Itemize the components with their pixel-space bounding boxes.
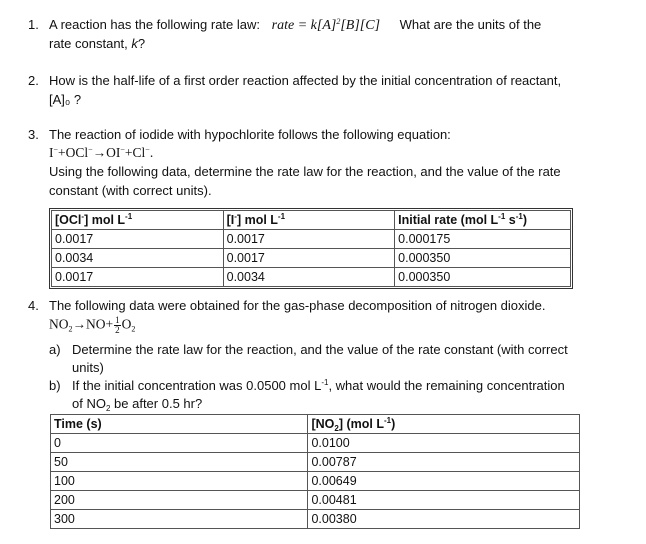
q1-question-cont [49,36,145,51]
q4-b-cont-sub: 2 [105,404,111,413]
q3-eq-iodide: I [49,145,54,160]
q4-table-header-row [51,415,580,434]
table-cell: 0.0034 [52,249,224,268]
q3-header-rate [395,211,571,230]
q3-instr1: Using the following data, determine the rate law for the reaction, and the value of the rate [49,164,561,179]
q4-data-table [50,414,580,529]
q2-cont: [A]₀ ? [49,92,82,107]
table-cell: 0.0100 [308,434,580,453]
q3-data-table [51,210,571,287]
q3-h2-post: ) [522,213,528,227]
q1-k: k [310,18,317,33]
q3-eq-charge3: − [120,145,125,154]
q4-hc-post: ) [391,417,396,431]
q1-number: 1. [28,17,39,32]
q1-intro: A reaction has the following rate law: [49,17,261,32]
table-cell: 200 [51,491,308,510]
q1-C: [C] [359,18,381,33]
table-row [52,268,571,287]
q4-b-pre: If the initial concentration was 0.0500 mol L [72,378,322,393]
table-cell: 0.000350 [395,268,571,287]
table-cell: 0.00649 [308,472,580,491]
table-row [51,510,580,529]
q4-eq-num: 1 [115,315,120,325]
q4-eq-den: 2 [115,325,120,335]
q4-hc-pre: [NO [311,417,335,431]
q3-h0-mid: ] mol L [84,213,126,227]
table-row [52,249,571,268]
q4-header-conc [308,415,580,434]
q4-eq-no2: NO [49,316,69,332]
q3-h2-sup2: -1 [515,212,523,221]
q4-number: 4. [28,298,39,313]
q4-eq-o-sub: 2 [131,324,136,334]
q4-hc-mid: ] (mol L [338,417,384,431]
table-cell: 0.000350 [395,249,571,268]
table-cell: 0.0017 [223,230,395,249]
q3-eq-charge2: − [88,145,93,154]
q3-h1-sup1: - [234,212,237,221]
q4-hc-sub: 2 [334,424,339,433]
q3-header-ocl [52,211,224,230]
q4-a-cont: units) [72,360,104,375]
q1-equals: = [294,18,311,33]
q3-h1-mid: ] mol L [236,213,278,227]
q3-h0-sup1: - [81,212,85,221]
q4-text: The following data were obtained for the gas-phase decomposition of nitrogen dioxide. [49,298,546,313]
table-cell: 0.00380 [308,510,580,529]
table-cell: 0.000175 [395,230,571,249]
q3-eq-ocl: +OCl [58,145,89,160]
q4-eq-no2-sub: 2 [68,324,73,334]
q3-h2-mid: s [505,213,516,227]
q3-h1-pre: [I [226,213,235,227]
q1-line [49,17,541,34]
q4-hc-sup: -1 [383,416,392,425]
q3-h2-sup1: -1 [498,212,506,221]
q1-B: [B] [340,18,360,33]
q4-eq-fraction [114,316,121,335]
table-row [51,434,580,453]
q4-b-text [72,378,565,393]
q3-equation [49,145,153,161]
q3-number: 3. [28,127,39,142]
table-cell: 0.0017 [52,268,224,287]
q4-b-post: , what would the remaining concentration [328,378,565,393]
q3-eq-cl: +Cl [124,145,146,160]
q1-question-end: ? [137,36,146,51]
table-cell: 0.0017 [223,249,395,268]
q3-eq-end: . [149,145,154,160]
q1-question: What are the units of the [399,17,542,32]
q3-h0-sup2: -1 [125,212,133,221]
q3-h1-sup2: -1 [277,212,286,221]
table-cell: 0 [51,434,308,453]
q2-number: 2. [28,73,39,88]
q4-b-sup: -1 [321,378,329,387]
q4-a-text: Determine the rate law for the reaction, and the value of the rate constant (with correct [72,342,568,357]
q3-header-iodide [223,211,395,230]
q1-A-exp: 2 [336,17,341,26]
table-row [51,472,580,491]
q1-A: [A] [316,18,337,33]
table-cell: 0.00787 [308,453,580,472]
q4-eq-o: O [121,316,132,332]
q2-text: How is the half-life of a first order reaction affected by the initial concentration of reactant, [49,73,562,88]
table-cell: 0.0017 [52,230,224,249]
table-cell: 100 [51,472,308,491]
q4-equation [49,316,135,335]
table-cell: 0.0034 [223,268,395,287]
q4-b-label: b) [49,378,61,393]
table-row [51,491,580,510]
q1-rate-label: rate [271,18,295,33]
q4-b-cont-pre: of NO [72,396,106,411]
q3-eq-arrow-oi: →OI [92,145,121,160]
q3-eq-charge4: − [145,145,150,154]
q3-h2-pre: Initial rate (mol L [398,213,499,227]
table-row [52,230,571,249]
q3-h0-pre: [OCl [55,213,82,227]
q3-instr2: constant (with correct units). [49,183,212,198]
q4-b-cont [72,396,202,411]
q4-header-time: Time (s) [51,415,308,434]
table-cell: 300 [51,510,308,529]
q4-b-cont-post: be after 0.5 hr? [110,396,203,411]
q3-table-header-row [52,211,571,230]
q1-question-k: k [131,36,138,51]
table-cell: 0.00481 [308,491,580,510]
q3-eq-charge1: − [53,145,59,154]
table-row [51,453,580,472]
q1-question-cont-text: rate constant, [49,36,132,51]
q1-rate-law [272,18,380,33]
table-cell: 50 [51,453,308,472]
q3-text: The reaction of iodide with hypochlorite follows the following equation: [49,127,451,142]
q4-a-label: a) [49,342,61,357]
q4-eq-arrow: →NO+ [72,316,114,332]
